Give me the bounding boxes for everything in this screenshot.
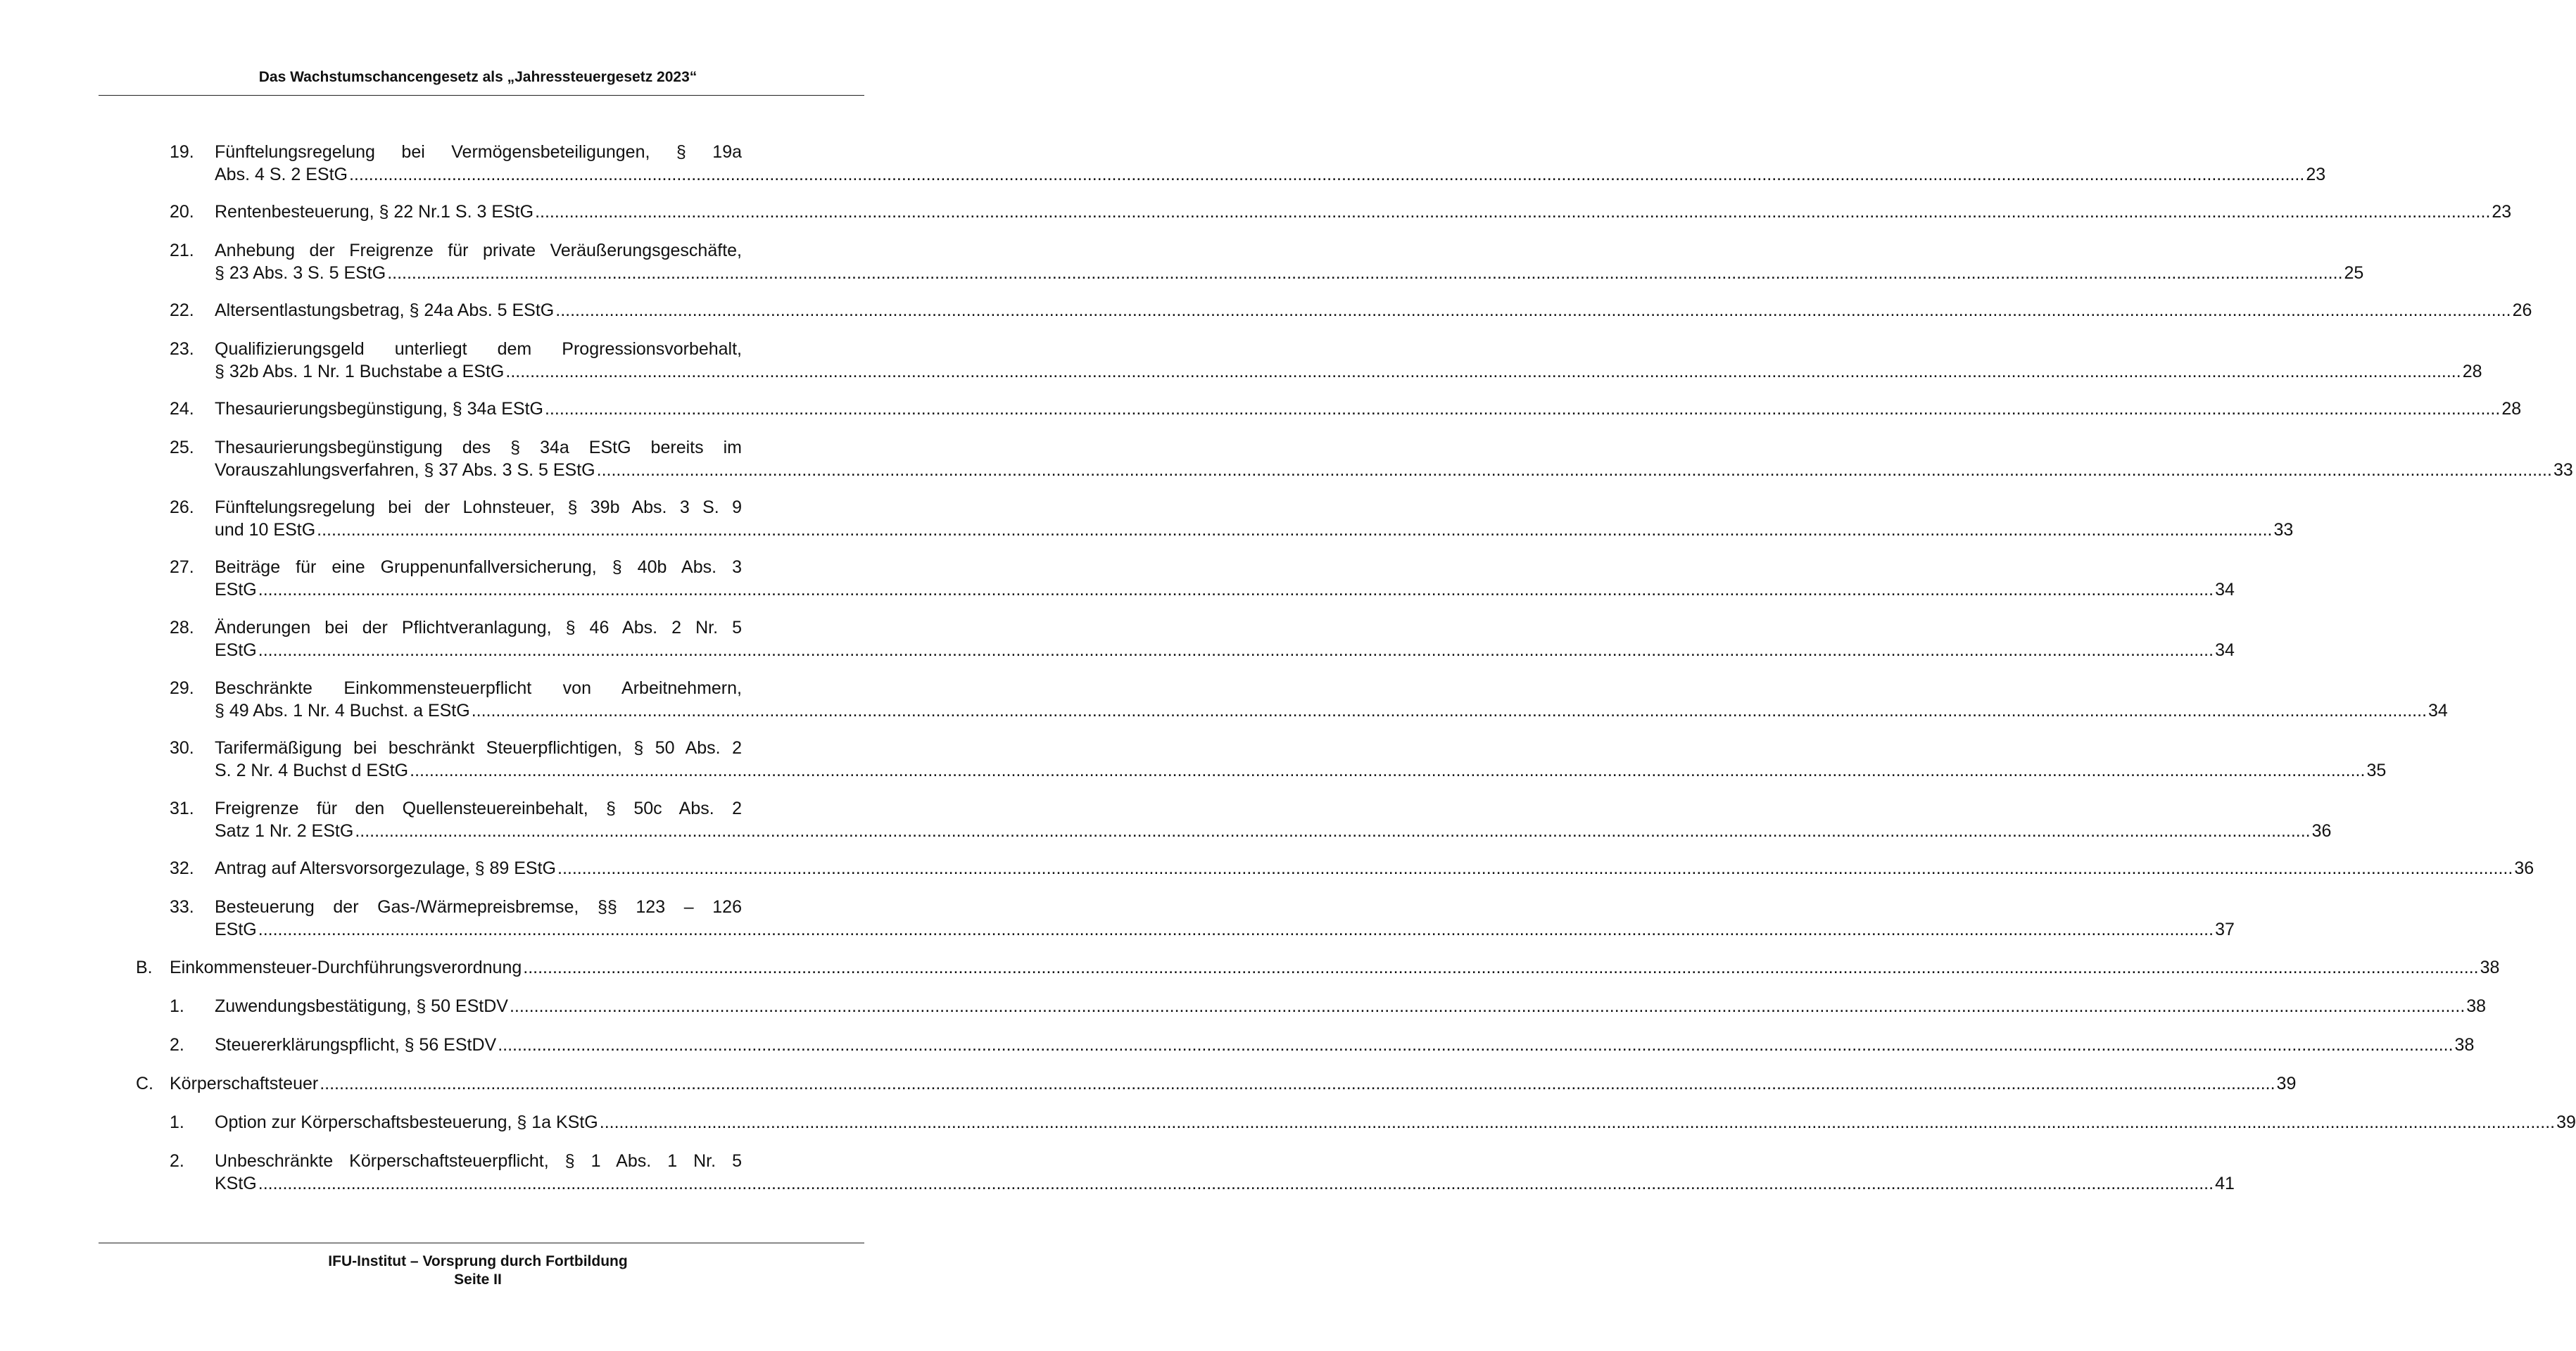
toc-entry-number: 28. <box>170 618 194 638</box>
toc-entry-title: Zuwendungsbestätigung, § 50 EStDV <box>215 996 508 1016</box>
toc-entry-title-continuation: und 10 EStG <box>215 520 316 540</box>
toc-page-number: 34 <box>2215 640 2235 660</box>
toc-dot-leader: ................................................................................................................................................................................................................................................................................................................................................................................................................ <box>557 858 2513 878</box>
toc-entry-title: Altersentlastungsbetrag, § 24a Abs. 5 EStG <box>215 300 555 320</box>
toc-entry-number: 26. <box>170 497 194 517</box>
toc-entry-title-line: Besteuerung der Gas-/Wärmepreisbremse, §§ 123 – 126 <box>215 897 742 917</box>
toc-entry-title-line: Freigrenze für den Quellensteuereinbehalt, § 50c Abs. 2 <box>215 799 742 818</box>
toc-page-number: 36 <box>2514 858 2534 878</box>
toc-entry-title-continuation: EStG <box>215 920 257 939</box>
toc-entry-number: B. <box>136 958 153 977</box>
toc-entry-title: Körperschaftsteuer <box>170 1074 319 1093</box>
toc-dot-leader: ................................................................................................................................................................................................................................................................................................................................................................................................................ <box>596 460 2552 480</box>
toc-page-number: 33 <box>2273 520 2294 540</box>
toc-dot-leader: ................................................................................................................................................................................................................................................................................................................................................................................................................ <box>555 300 2511 320</box>
toc-page-number: 38 <box>2454 1035 2475 1055</box>
toc-page-number: 37 <box>2215 920 2235 939</box>
toc-entry-number: 20. <box>170 202 194 222</box>
toc-entry-title: Einkommensteuer-Durchführungsverordnung <box>170 958 522 977</box>
toc-entry-title-continuation: KStG <box>215 1174 257 1193</box>
toc-entry-number: 1. <box>170 996 184 1016</box>
toc-entry-title-continuation: § 32b Abs. 1 Nr. 1 Buchstabe a EStG <box>215 362 505 381</box>
toc-dot-leader: ................................................................................................................................................................................................................................................................................................................................................................................................................ <box>410 761 2366 780</box>
toc-entry-number: 30. <box>170 738 194 758</box>
toc-dot-leader: ................................................................................................................................................................................................................................................................................................................................................................................................................ <box>258 920 2214 939</box>
toc-entry-title-line: Anhebung der Freigrenze für private Veräußerungsgeschäfte, <box>215 241 742 260</box>
toc-entry-number: 31. <box>170 799 194 818</box>
toc-dot-leader: ................................................................................................................................................................................................................................................................................................................................................................................................................ <box>387 263 2343 283</box>
toc-entry-title-line: Fünftelungsregelung bei Vermögensbeteiligungen, § 19a <box>215 142 742 162</box>
toc-dot-leader: ................................................................................................................................................................................................................................................................................................................................................................................................................ <box>505 362 2461 381</box>
toc-entry-title-line: Beschränkte Einkommensteuerpflicht von Arbeitnehmern, <box>215 678 742 698</box>
toc-entry-number: 21. <box>170 241 194 260</box>
toc-entry-title-continuation: Abs. 4 S. 2 EStG <box>215 165 348 184</box>
toc-page-number: 28 <box>2462 362 2482 381</box>
toc-entry-number: 24. <box>170 399 194 419</box>
toc-page-number: 26 <box>2512 300 2532 320</box>
toc-entry-title-line: Fünftelungsregelung bei der Lohnsteuer, § 39b Abs. 3 S. 9 <box>215 497 742 517</box>
toc-dot-leader: ................................................................................................................................................................................................................................................................................................................................................................................................................ <box>258 640 2214 660</box>
toc-page-number: 39 <box>2556 1112 2576 1132</box>
toc-entry-number: 29. <box>170 678 194 698</box>
toc-dot-leader: ................................................................................................................................................................................................................................................................................................................................................................................................................ <box>544 399 2501 419</box>
toc-entry-title: Rentenbesteuerung, § 22 Nr.1 S. 3 EStG <box>215 202 534 222</box>
toc-dot-leader: ................................................................................................................................................................................................................................................................................................................................................................................................................ <box>498 1035 2454 1055</box>
toc-entry-title-continuation: § 23 Abs. 3 S. 5 EStG <box>215 263 386 283</box>
toc-page-number: 34 <box>2428 701 2448 721</box>
toc-entry-number: 27. <box>170 557 194 577</box>
toc-entry-number: 23. <box>170 339 194 359</box>
toc-entry-title: Antrag auf Altersvorsorgezulage, § 89 EStG <box>215 858 556 878</box>
toc-entry-title: Thesaurierungsbegünstigung, § 34a EStG <box>215 399 543 419</box>
toc-entry-title-continuation: § 49 Abs. 1 Nr. 4 Buchst. a EStG <box>215 701 470 721</box>
toc-entry-number: 19. <box>170 142 194 162</box>
toc-entry-title-line: Thesaurierungsbegünstigung des § 34a EStG bereits im <box>215 438 742 457</box>
toc-entry-number: 33. <box>170 897 194 917</box>
toc-entry-title: Steuererklärungspflicht, § 56 EStDV <box>215 1035 497 1055</box>
toc-page-number: 38 <box>2466 996 2487 1016</box>
toc-entry-title-line: Änderungen bei der Pflichtveranlagung, § 46 Abs. 2 Nr. 5 <box>215 618 742 638</box>
toc-page-number: 25 <box>2344 263 2364 283</box>
toc-page-number: 36 <box>2311 821 2332 841</box>
footer-institute: IFU-Institut – Vorsprung durch Fortbildung <box>328 1253 628 1269</box>
toc-entry-number: 1. <box>170 1112 184 1132</box>
toc-dot-leader: ................................................................................................................................................................................................................................................................................................................................................................................................................ <box>471 701 2427 721</box>
toc-page-number: 35 <box>2366 761 2387 780</box>
toc-entry-number: 22. <box>170 300 194 320</box>
header-rule <box>99 95 864 96</box>
toc-entry-title-continuation: EStG <box>215 580 257 600</box>
toc-entry-number: 2. <box>170 1151 184 1171</box>
toc-entry-title-continuation: EStG <box>215 640 257 660</box>
toc-entry-title: Option zur Körperschaftsbesteuerung, § 1a KStG <box>215 1112 598 1132</box>
toc-dot-leader: ................................................................................................................................................................................................................................................................................................................................................................................................................ <box>535 202 2491 222</box>
toc-page-number: 23 <box>2306 165 2326 184</box>
toc-page-number: 33 <box>2553 460 2573 480</box>
toc-page-number: 38 <box>2480 958 2500 977</box>
toc-dot-leader: ................................................................................................................................................................................................................................................................................................................................................................................................................ <box>258 1174 2214 1193</box>
toc-dot-leader: ................................................................................................................................................................................................................................................................................................................................................................................................................ <box>258 580 2214 600</box>
toc-entry-number: 2. <box>170 1035 184 1055</box>
toc-dot-leader: ................................................................................................................................................................................................................................................................................................................................................................................................................ <box>523 958 2479 977</box>
toc-entry-title-line: Tarifermäßigung bei beschränkt Steuerpflichtigen, § 50 Abs. 2 <box>215 738 742 758</box>
toc-page-number: 23 <box>2492 202 2512 222</box>
toc-page-number: 28 <box>2501 399 2522 419</box>
toc-entry-number: 32. <box>170 858 194 878</box>
toc-page-number: 39 <box>2276 1074 2297 1093</box>
toc-dot-leader: ................................................................................................................................................................................................................................................................................................................................................................................................................ <box>320 1074 2275 1093</box>
toc-entry-title-continuation: S. 2 Nr. 4 Buchst d EStG <box>215 761 409 780</box>
toc-entry-title-line: Unbeschränkte Körperschaftsteuerpflicht, § 1 Abs. 1 Nr. 5 <box>215 1151 742 1171</box>
toc-page-number: 41 <box>2215 1174 2235 1193</box>
toc-entry-number: C. <box>136 1074 153 1093</box>
toc-dot-leader: ................................................................................................................................................................................................................................................................................................................................................................................................................ <box>348 165 2305 184</box>
running-header-title: Das Wachstumschancengesetz als „Jahressteuergesetz 2023“ <box>258 69 697 85</box>
toc-dot-leader: ................................................................................................................................................................................................................................................................................................................................................................................................................ <box>355 821 2311 841</box>
toc-page-number: 34 <box>2215 580 2235 600</box>
toc-entry-title-continuation: Satz 1 Nr. 2 EStG <box>215 821 354 841</box>
toc-entry-title-line: Qualifizierungsgeld unterliegt dem Progressionsvorbehalt, <box>215 339 742 359</box>
toc-entry-title-line: Beiträge für eine Gruppenunfallversicherung, § 40b Abs. 3 <box>215 557 742 577</box>
toc-entry-number: 25. <box>170 438 194 457</box>
toc-dot-leader: ................................................................................................................................................................................................................................................................................................................................................................................................................ <box>317 520 2273 540</box>
toc-dot-leader: ................................................................................................................................................................................................................................................................................................................................................................................................................ <box>509 996 2465 1016</box>
footer-page-number: Seite II <box>454 1271 502 1288</box>
toc-dot-leader: ................................................................................................................................................................................................................................................................................................................................................................................................................ <box>599 1112 2556 1132</box>
toc-entry-title-continuation: Vorauszahlungsverfahren, § 37 Abs. 3 S. 5 EStG <box>215 460 595 480</box>
